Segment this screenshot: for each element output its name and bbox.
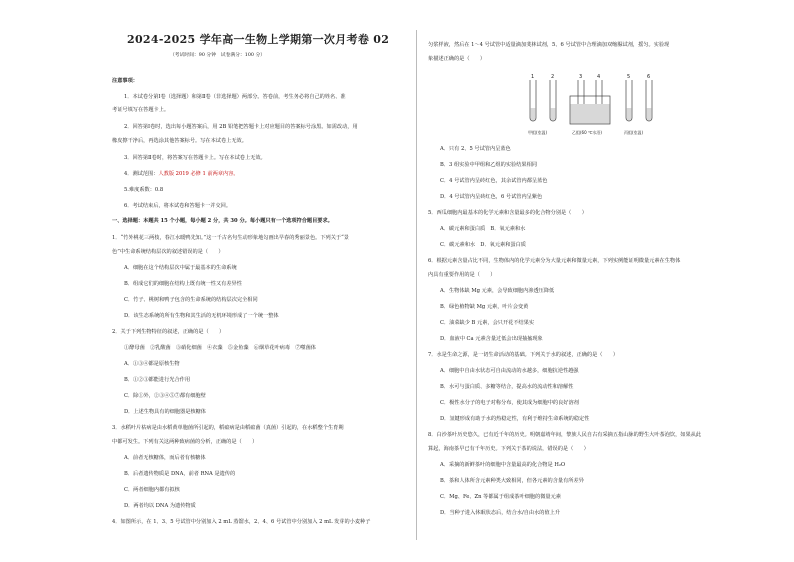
tube-number: 3 bbox=[579, 74, 583, 80]
option-line: A．①③④都是原核生物 bbox=[124, 361, 180, 367]
group-label: 乙组(60 ℃水浴) bbox=[572, 130, 602, 135]
question-line: 7．水是生命之源，是一切生命活动的基础。下列关于水的叙述，正确的是（ ） bbox=[428, 352, 619, 358]
notice-line: 橡皮擦干净后，再选涂其他答案标号。写在本试卷上无效。 bbox=[112, 138, 247, 144]
question-line: 中都可发生。下列有关这两种致病菌的分析，正确的是（ ） bbox=[112, 439, 258, 445]
question-line: 内具有重要作用的是（ ） bbox=[428, 272, 496, 278]
option-line: C．碳元素和水 D．氧元素和蛋白质 bbox=[440, 242, 526, 248]
tube-number: 2 bbox=[551, 74, 555, 80]
exam-title: 2024-2025 学年高一生物上学期第一次月考卷 02 bbox=[127, 33, 390, 46]
exam-subtitle: （考试时间：90 分钟 试卷满分：100 分） bbox=[170, 53, 266, 58]
option-line: C．Mg、Fe、Zn 等都属于组成茶叶细胞的微量元素 bbox=[440, 494, 561, 500]
notice-line: 考证号填写在答题卡上。 bbox=[112, 107, 170, 113]
liquid-fill bbox=[626, 108, 631, 121]
group-label: 甲组(室温) bbox=[528, 130, 548, 135]
option-line: B．后者遗传物质是 DNA，前者 RNA 是遗传的 bbox=[124, 471, 236, 477]
tube-number: 6 bbox=[647, 74, 651, 80]
notice-line: 5.难度系数：0.8 bbox=[124, 187, 164, 193]
notice-line: 2．回答第Ⅰ卷时，选出每小题答案后，用 2B 铅笔把答题卡上对应题目的答案标号涂黑。如需改动，用 bbox=[124, 124, 358, 130]
option-line: C．油菜缺少 B 元素，会只开花不结果实 bbox=[440, 320, 535, 326]
question-line: 3．水稻叶片枯病是由水稻黄单胞菌所引起的，稻瘟病是由稻瘟菌（真菌）引起的，在水稻整个生育期 bbox=[112, 425, 344, 431]
option-line: A．采摘的新鲜茶叶的细胞中含量最高的化合物是 H₂O bbox=[440, 462, 566, 468]
option-line: A．细胞在这个结构层次中属于最基本的生命系统 bbox=[124, 265, 237, 271]
scope-label: 4．测试范围： bbox=[124, 171, 159, 177]
option-line: A．细胞中自由水状态可自由流动的水越多，细胞抗逆性越强 bbox=[440, 368, 579, 374]
question-line: 色”中生命系统结构层次的叙述错误的是（ ） bbox=[112, 249, 224, 255]
option-line: C．竹子、桃树和鸭子包含的生命系统的结构层次完全相同 bbox=[124, 297, 258, 303]
option-line: D．该生态系统的所有生物和其生活的无机环境形成了一个统一整体 bbox=[124, 313, 279, 319]
column-divider bbox=[416, 30, 417, 540]
notice-line bbox=[124, 171, 239, 178]
option-line: B．①②③都能进行光合作用 bbox=[124, 377, 191, 383]
notice-line: 6．考试结束后，将本试卷和答题卡一并交回。 bbox=[124, 203, 232, 209]
question-line: 象描述正确的是（ ） bbox=[428, 56, 486, 62]
test-tube-figure bbox=[520, 74, 670, 140]
question-line: 5．西瓜细胞内最基本的化学元素和含量最多的化合物分别是（ ） bbox=[428, 210, 587, 216]
option-line: A．前者无核糖体，而后者有核糖体 bbox=[124, 455, 206, 461]
question-line: 6．根据元素含量占比不同，生物体内的化学元素分为大量元素和微量元素，下列实例能证明微量元素在生物体 bbox=[428, 258, 681, 264]
option-line: C．极性水分子的电子对称分布，使其成为细胞中的良好溶剂 bbox=[440, 400, 579, 406]
option-line: D．当种子进入休眠状态后，结合水/自由水的值上升 bbox=[440, 510, 561, 516]
option-line: A．生物体缺 Mg 元素，会导致细胞内渗透压降低 bbox=[440, 288, 555, 294]
option-line: C．两者细胞内都有拟核 bbox=[124, 487, 180, 493]
liquid-fill bbox=[646, 108, 651, 121]
question-line: 算起，海南茶早已有千年历史。下列关于茶的说法，错误的是（ ） bbox=[428, 446, 589, 452]
option-line: D．上述生物具有的细胞器是核糖体 bbox=[124, 409, 206, 415]
option-line: A．碳元素和蛋白质 B．氧元素和水 bbox=[440, 226, 526, 232]
option-line: B．3 组实验中甲组和乙组的实验结果相同 bbox=[440, 162, 537, 168]
option-line: C．除①外，②③④⑤⑦都有细胞壁 bbox=[124, 393, 206, 399]
option-line: B．茶和人体所含元素种类大致相同，但各元素的含量有所差异 bbox=[440, 478, 584, 484]
water-fill bbox=[571, 104, 610, 124]
option-line: C．4 号试管内呈砖红色，其余试管内都呈蓝色 bbox=[440, 178, 548, 184]
tube-number: 5 bbox=[627, 74, 631, 80]
question-line: ①酵母菌 ②乳酸菌 ③硝化细菌 ④衣藻 ⑤金鱼藻 ⑥烟草花叶病毒 ⑦噬菌体 bbox=[124, 345, 316, 351]
question-line: 匀浆样液，然后在 1～4 号试管中适量滴加斐林试剂，5、6 号试管中合理滴加双缩脲试剂，摇匀。实验现 bbox=[428, 42, 670, 48]
section-heading: 一、选择题：本题共 15 个小题，每小题 2 分，共 30 分。每小题只有一个选项符合题目要求。 bbox=[112, 218, 333, 224]
question-line: 8．白沙茶叶历史悠久，已有近千年的历史。明朝嘉靖年间，黎族人民自古有采摘五指山脉的野生大叶茶泡饮，如果从此 bbox=[428, 432, 702, 438]
option-line: D．氢键形成有助于水的热稳定性，有利于维持生命系统的稳定性 bbox=[440, 416, 590, 422]
question-line: 1．“竹外桃花三两枝，春江水暖鸭先知。”这一千古名句生动形象地勾画出早春的秀丽景色。下列关于“景 bbox=[112, 235, 349, 241]
tube-number: 1 bbox=[531, 74, 535, 80]
notice-heading: 注意事项： bbox=[112, 78, 138, 84]
option-line: B．绿色植物缺 Mg 元素，叶片会变黄 bbox=[440, 304, 529, 310]
option-line: D．血液中 Ca 元素含量过低会出现抽搐现象 bbox=[440, 336, 543, 342]
notice-line: 3．回答第Ⅱ卷时，将答案写在答题卡上。写在本试卷上无效。 bbox=[124, 155, 266, 161]
option-line: B．组成它们的细胞在结构上既有统一性又有差异性 bbox=[124, 281, 242, 287]
notice-line: 1．本试卷分第Ⅰ卷（选择题）和第Ⅱ卷（非选择题）两部分。答卷前，考生务必将自己的姓名、准 bbox=[124, 94, 346, 100]
option-line: D．4 号试管内呈砖红色，6 号试管内呈紫色 bbox=[440, 194, 543, 200]
option-line: A．只有 2、5 号试管内呈蓝色 bbox=[440, 146, 511, 152]
option-line: B．水可与蛋白质、多糖等结合，提高水的流动性和溶解性 bbox=[440, 384, 574, 390]
question-line: 4．如图所示，在 1、3、5 号试管中分别加入 2 mL 蒸馏水，2、4、6 号试管中分别加入 2 mL 发芽的小麦种子 bbox=[112, 519, 371, 525]
liquid-fill bbox=[550, 108, 555, 121]
liquid-fill bbox=[530, 108, 535, 121]
group-label: 丙组(室温) bbox=[624, 130, 644, 135]
option-line: D．两者均以 DNA 为遗传物质 bbox=[124, 503, 196, 509]
scope-value: 人教版 2019 必修 1 前两章内容。 bbox=[158, 171, 239, 177]
tube-number: 4 bbox=[597, 74, 601, 80]
question-line: 2．关于下列生物特征的叙述，正确的是（ ） bbox=[112, 329, 225, 335]
